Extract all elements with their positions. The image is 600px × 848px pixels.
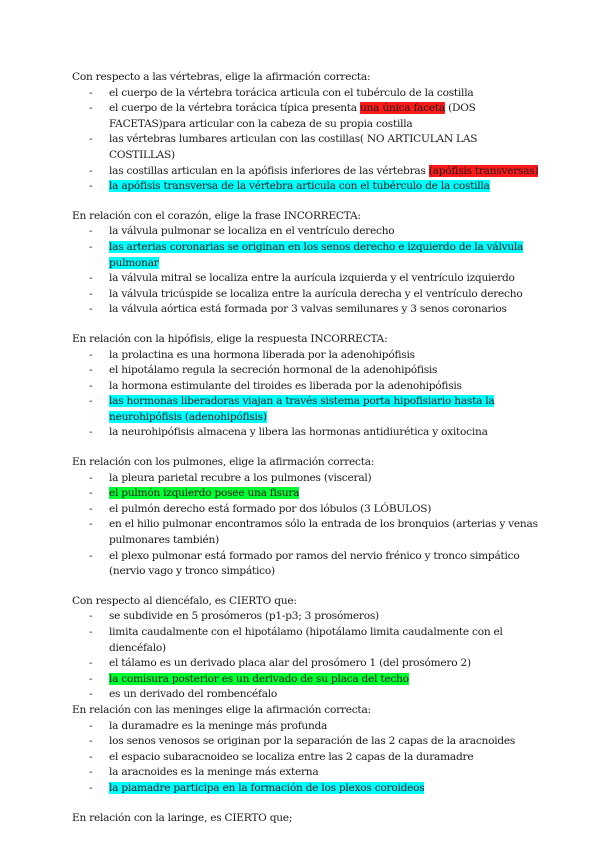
answer-option <box>72 625 540 656</box>
answer-option <box>72 549 540 580</box>
answer-option <box>72 86 540 102</box>
answer-list <box>72 224 540 318</box>
answer-option <box>72 672 540 688</box>
question-title: Con respecto al diencéfalo, es CIERTO que: <box>72 594 297 607</box>
answer-option <box>72 425 540 441</box>
answer-option <box>72 656 540 672</box>
answer-text: la duramadre es la meninge más profunda <box>109 719 328 732</box>
answer-text: en el hilio pulmonar encontramos sólo la entrada de los bronquios (arterias y venas pulmonares también) <box>109 518 538 547</box>
question-title: En relación con los pulmones, elige la afirmación correcta: <box>72 456 375 469</box>
bullet-dash: - <box>89 364 93 377</box>
answer-list <box>72 471 540 580</box>
answer-option <box>72 394 540 425</box>
question-title: En relación con el corazón, elige la frase INCORRECTA: <box>72 209 361 222</box>
answer-text: la neurohipófisis almacena y libera las hormonas antidiurética y oxitocina <box>109 426 488 439</box>
bullet-dash: - <box>89 86 93 99</box>
question-title: En relación con las meninges elige la afirmación correcta: <box>72 703 371 716</box>
answer-text: la prolactina es una hormona liberada por la adenohipófisis <box>109 348 415 361</box>
bullet-dash: - <box>89 549 93 562</box>
answer-text: limita caudalmente con el hipotálamo (hipotálamo limita caudalmente con el diencéfalo) <box>109 626 503 654</box>
answer-list <box>72 719 540 797</box>
bullet-dash: - <box>89 287 93 300</box>
bullet-dash: - <box>89 781 93 794</box>
answer-option <box>72 687 540 703</box>
question-title: En relación con la laringe, es CIERTO que; <box>72 811 293 824</box>
answer-option <box>72 609 540 625</box>
bullet-dash: - <box>89 750 93 763</box>
bullet-dash: - <box>89 672 93 685</box>
question-block <box>72 209 540 318</box>
answer-text: las vértebras lumbares articulan con las costillas( NO ARTICULAN LAS COSTILLAS) <box>109 133 478 161</box>
answer-text: se subdivide en 5 prosómeros (p1-p3; 3 prosómeros) <box>109 610 379 623</box>
answer-text: las hormonas liberadoras viajan a través sistema porta hipofisiario hasta la neurohipófisis (adenohipófisis) <box>109 395 495 423</box>
answer-option <box>72 132 540 163</box>
answer-option <box>72 765 540 781</box>
answer-text: la válvula aórtica está formada por 3 valvas semilunares y 3 senos coronarios <box>109 303 507 316</box>
bullet-dash: - <box>89 626 93 638</box>
question-block <box>72 703 540 797</box>
question-title: En relación con la hipófisis, elige la respuesta INCORRECTA: <box>72 332 388 345</box>
bullet-dash: - <box>89 688 93 701</box>
bullet-dash: - <box>89 180 93 193</box>
answer-option <box>72 750 540 766</box>
answer-option <box>72 781 540 797</box>
bullet-dash: - <box>89 348 93 361</box>
answer-text: la válvula tricúspide se localiza entre la aurícula derecha y el ventrículo derecho <box>109 287 523 300</box>
answer-option <box>72 517 540 548</box>
answer-option <box>72 363 540 379</box>
bullet-dash: - <box>89 471 93 484</box>
bullet-dash: - <box>89 272 93 285</box>
answer-text: las arterias coronarias se originan en los senos derecho e izquierdo de la válvula pulmonar <box>109 240 524 269</box>
answer-option <box>72 471 540 487</box>
answer-text: los senos venosos se originan por la separación de las 2 capas de la aracnoides <box>109 735 516 748</box>
answer-list <box>72 609 540 703</box>
highlighted-correction: (apófisis transversas) <box>428 164 539 177</box>
question-title: Con respecto a las vértebras, elige la afirmación correcta: <box>72 71 371 83</box>
answer-text: el pulmón derecho está formado por dos lóbulos (3 LÓBULOS) <box>109 502 432 515</box>
question-block <box>72 455 540 580</box>
bullet-dash: - <box>89 225 93 238</box>
answer-text: la pleura parietal recubre a los pulmones (visceral) <box>109 471 372 484</box>
answer-option <box>72 734 540 750</box>
bullet-dash: - <box>89 735 93 748</box>
answer-option <box>72 240 540 271</box>
question-block <box>72 811 540 827</box>
answer-option <box>72 179 540 195</box>
answer-option <box>72 719 540 735</box>
answer-list <box>72 86 540 195</box>
bullet-dash: - <box>89 102 93 115</box>
answer-text: el plexo pulmonar está formado por ramos del nervio frénico y tronco simpático (nervio vago y tronco simpático) <box>109 549 520 578</box>
answer-text: la piamadre participa en la formación de los plexos coroideos <box>109 781 425 794</box>
answer-text: es un derivado del rombencéfalo <box>109 688 278 701</box>
answer-option <box>72 164 540 180</box>
bullet-dash: - <box>89 502 93 515</box>
bullet-dash: - <box>89 303 93 316</box>
bullet-dash: - <box>89 487 93 500</box>
answer-text: la aracnoides es la meninge más externa <box>109 766 319 779</box>
question-block <box>72 70 540 195</box>
answer-text: la hormona estimulante del tiroides es liberada por la adenohipófisis <box>109 379 462 392</box>
bullet-dash: - <box>89 657 93 670</box>
question-block <box>72 594 540 703</box>
bullet-dash: - <box>89 133 93 146</box>
answer-option <box>72 348 540 364</box>
bullet-dash: - <box>89 518 93 531</box>
answer-option <box>72 379 540 395</box>
question-block <box>72 332 540 441</box>
bullet-dash: - <box>89 240 93 253</box>
answer-text: la válvula pulmonar se localiza en el ventrículo derecho <box>109 225 395 238</box>
answer-text: el tálamo es un derivado placa alar del prosómero 1 (del prosómero 2) <box>109 657 471 670</box>
bullet-dash: - <box>89 719 93 732</box>
answer-option <box>72 101 540 132</box>
answer-option <box>72 302 540 318</box>
answer-text: el hipotálamo regula la secreción hormonal de la adenohipófisis <box>109 364 438 377</box>
answer-text: la comisura posterior es un derivado de su placa del techo <box>109 672 409 685</box>
bullet-dash: - <box>89 395 93 408</box>
answer-text: el pulmón izquierdo posee una fisura <box>109 487 300 500</box>
bullet-dash: - <box>89 766 93 779</box>
answer-text-tail: (DOS FACETAS)para articular con la cabeza de su propia costilla <box>109 102 476 130</box>
answer-option <box>72 502 540 518</box>
answer-option <box>72 287 540 303</box>
answer-option <box>72 486 540 502</box>
answer-option <box>72 224 540 240</box>
bullet-dash: - <box>89 426 93 439</box>
answer-text: el cuerpo de la vértebra torácica típica presenta <box>109 102 360 115</box>
answer-text: la válvula mitral se localiza entre la aurícula izquierda y el ventrículo izquierdo <box>109 272 515 285</box>
bullet-dash: - <box>89 379 93 392</box>
answer-text: las costillas articulan en la apófisis inferiores de las vértebras <box>109 164 429 177</box>
bullet-dash: - <box>89 610 93 623</box>
answer-text: el espacio subaracnoideo se localiza entre las 2 capas de la duramadre <box>109 750 474 763</box>
answer-text: el cuerpo de la vértebra torácica articula con el tubérculo de la costilla <box>109 86 474 99</box>
highlighted-correction: una única faceta <box>359 102 445 115</box>
answer-text: la apófisis transversa de la vértebra articula con el tubérculo de la costilla <box>109 180 490 193</box>
bullet-dash: - <box>89 164 93 177</box>
answer-list <box>72 348 540 442</box>
answer-option <box>72 271 540 287</box>
